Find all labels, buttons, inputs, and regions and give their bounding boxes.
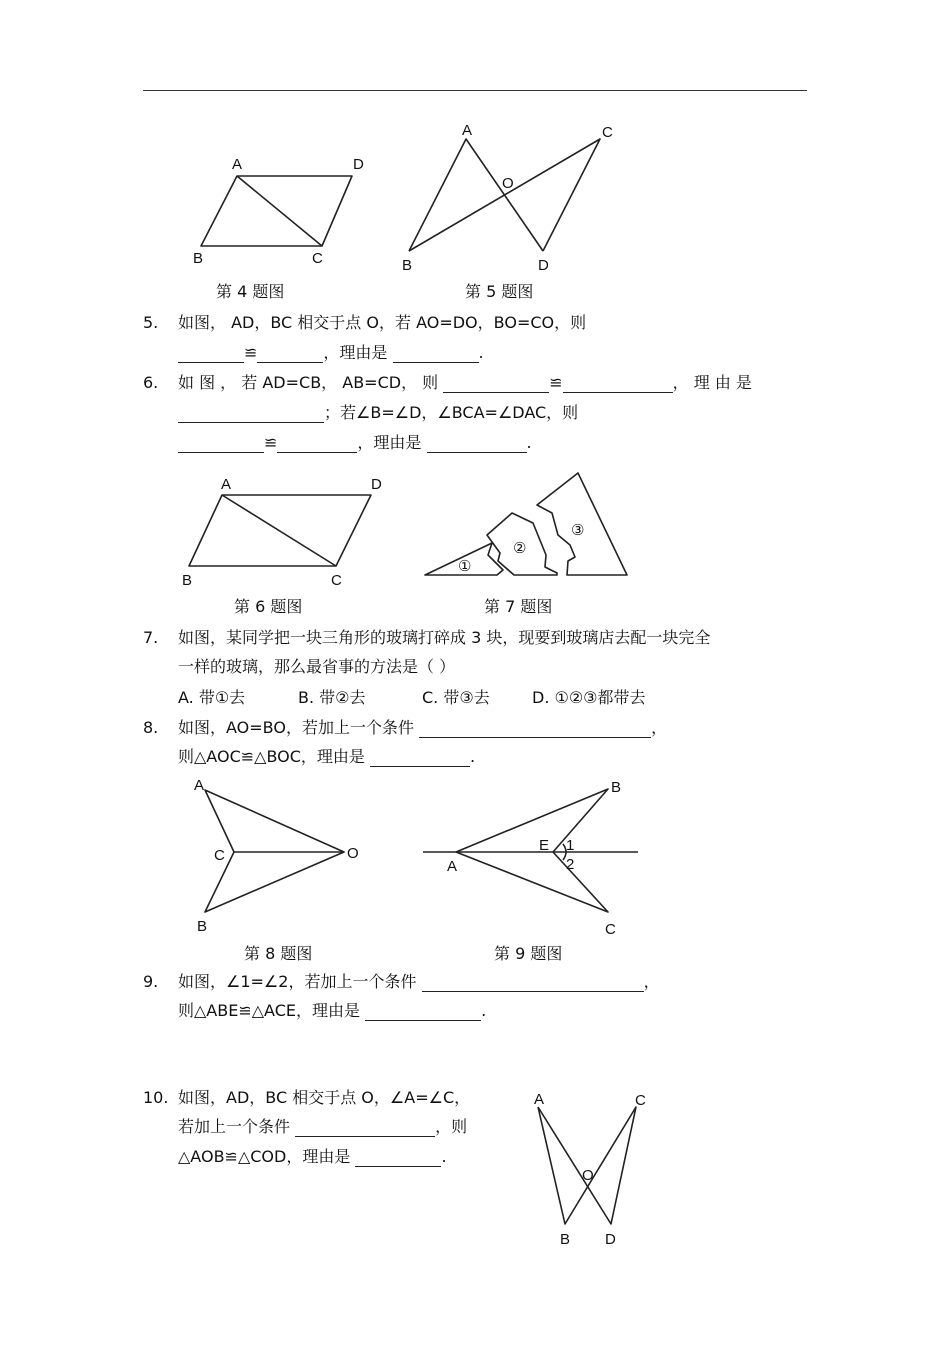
- label-B: B: [193, 250, 204, 267]
- option-d[interactable]: D. ①②③都带去: [532, 688, 646, 707]
- angle-2-label: 2: [566, 856, 575, 873]
- caption-fig8: 第 8 题图: [244, 944, 313, 963]
- label-D: D: [605, 1231, 616, 1248]
- label-C: C: [635, 1092, 646, 1109]
- piece-3-label: ③: [571, 522, 585, 539]
- figure-10: [525, 1085, 655, 1255]
- label-C: C: [605, 921, 616, 938]
- label-C: C: [214, 847, 225, 864]
- label-B: B: [182, 572, 193, 589]
- label-A: A: [194, 777, 205, 794]
- q9-line1: 如图，∠1=∠2，若加上一个条件 ，: [178, 972, 660, 991]
- label-B: B: [197, 918, 208, 935]
- label-B: B: [402, 257, 413, 274]
- label-D: D: [538, 257, 549, 274]
- q5-line2: ≌ ，理由是 .: [178, 343, 484, 363]
- caption-fig7: 第 7 题图: [484, 597, 553, 616]
- label-A: A: [447, 858, 458, 875]
- answer-blank[interactable]: [257, 347, 323, 363]
- label-A: A: [232, 156, 243, 173]
- option-a[interactable]: A. 带①去: [178, 688, 246, 707]
- q5-number: 5.: [143, 313, 159, 332]
- label-C: C: [331, 572, 342, 589]
- q7-line2: 一样的玻璃，那么最省事的方法是（ ）: [178, 657, 456, 676]
- label-D: D: [371, 476, 382, 493]
- q10-line1: 如图，AD，BC 相交于点 O，∠A=∠C，: [178, 1088, 471, 1107]
- answer-blank[interactable]: [365, 1005, 481, 1021]
- label-A: A: [221, 476, 232, 493]
- q7-line1: 如图，某同学把一块三角形的玻璃打碎成 3 块，现要到玻璃店去配一块完全: [178, 628, 711, 647]
- q9-number: 9.: [143, 972, 159, 991]
- q6-line2: ；若∠B=∠D，∠BCA=∠DAC，则: [178, 403, 578, 423]
- answer-blank[interactable]: [427, 437, 527, 453]
- label-O: O: [347, 845, 359, 862]
- q5-line1: 如图， AD，BC 相交于点 O，若 AO=DO，BO=CO，则: [178, 313, 587, 332]
- q8-line1: 如图，AO=BO，若加上一个条件 ，: [178, 718, 668, 737]
- piece-1-label: ①: [458, 558, 472, 575]
- q10-line2: 若加上一个条件 ，则: [178, 1117, 468, 1136]
- label-C: C: [602, 124, 613, 141]
- label-C: C: [312, 250, 323, 267]
- label-O: O: [502, 175, 514, 192]
- figure-4: [180, 150, 380, 280]
- angle-1-label: 1: [566, 837, 575, 854]
- label-O: O: [582, 1167, 594, 1184]
- answer-blank[interactable]: [277, 437, 357, 453]
- answer-blank[interactable]: [563, 377, 673, 393]
- piece-2-label: ②: [513, 540, 527, 557]
- figure-8: [185, 770, 375, 940]
- caption-fig9: 第 9 题图: [494, 944, 563, 963]
- caption-fig5: 第 5 题图: [465, 282, 534, 301]
- q10-number: 10.: [143, 1088, 169, 1107]
- header-rule: [143, 90, 807, 91]
- answer-blank[interactable]: [422, 976, 644, 992]
- caption-fig4: 第 4 题图: [216, 282, 285, 301]
- figure-5: [395, 115, 625, 275]
- figure-7: [420, 465, 635, 580]
- answer-blank[interactable]: [370, 751, 470, 767]
- figure-6: [175, 470, 405, 595]
- q10-line3: △AOB≌△COD，理由是 .: [178, 1147, 447, 1166]
- answer-blank[interactable]: [295, 1121, 435, 1137]
- answer-blank[interactable]: [443, 377, 549, 393]
- figure-9: [420, 770, 650, 940]
- q8-number: 8.: [143, 718, 159, 737]
- q9-line2: 则△ABE≌△ACE，理由是 .: [178, 1001, 487, 1020]
- q8-line2: 则△AOC≌△BOC，理由是 .: [178, 747, 476, 766]
- label-B: B: [560, 1231, 571, 1248]
- answer-blank[interactable]: [178, 407, 324, 423]
- answer-blank[interactable]: [393, 347, 479, 363]
- q6-line3: ≌ ，理由是 .: [178, 433, 532, 453]
- q6-number: 6.: [143, 373, 159, 392]
- label-D: D: [353, 156, 364, 173]
- label-A: A: [462, 122, 473, 139]
- option-c[interactable]: C. 带③去: [422, 688, 490, 707]
- label-A: A: [534, 1091, 545, 1108]
- answer-blank[interactable]: [178, 347, 244, 363]
- caption-fig6: 第 6 题图: [234, 597, 303, 616]
- answer-blank[interactable]: [178, 437, 264, 453]
- q6-line1: 如 图 ， 若 AD=CB， AB=CD， 则 ≌ ， 理 由 是: [178, 373, 752, 392]
- answer-blank[interactable]: [355, 1151, 441, 1167]
- label-E: E: [539, 837, 550, 854]
- option-b[interactable]: B. 带②去: [298, 688, 366, 707]
- answer-blank[interactable]: [419, 722, 651, 738]
- q7-number: 7.: [143, 628, 159, 647]
- label-B: B: [611, 779, 622, 796]
